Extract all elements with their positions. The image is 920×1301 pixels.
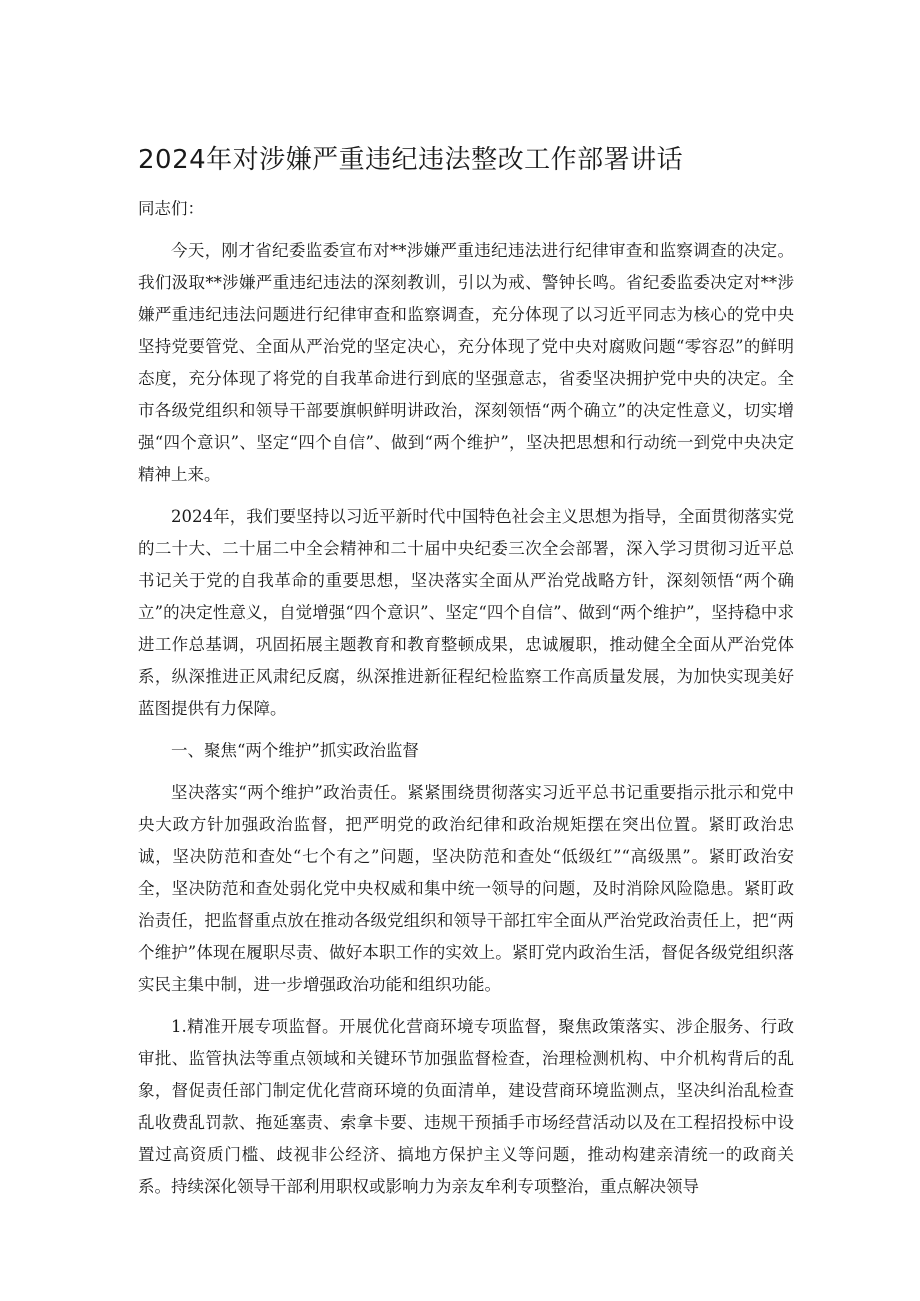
section-heading-1: 一、聚焦“两个维护”抓实政治监督 (171, 741, 419, 760)
paragraph-1: 今天，刚才省纪委监委宣布对**涉嫌严重违纪违法进行纪律审查和监察调查的决定。我们汲取**涉嫌严重违纪违法的深刻教训，引以为戒、警钟长鸣。省纪委监委决定对**涉嫌严重违纪违法问题进行纪律审查和监察调查，充分体现了以习近平同志为核心的党中央坚持党要管党、全面从严治党的坚定决心，充分体现了党中央对腐败问题“零容忍”的鲜明态度，充分体现了将党的自我革命进行到底的坚强意志，省委坚决拥护党中央的决定。全市各级党组织和领导干部要旗帜鲜明讲政治，深刻领悟“两个确立”的决定性意义，切实增强“四个意识”、坚定“四个自信”、做到“两个维护”，坚决把思想和行动统一到党中央决定精神上来。 (138, 241, 794, 484)
paragraph-3: 坚决落实“两个维护”政治责任。紧紧围绕贯彻落实习近平总书记重要指示批示和党中央大政方针加强政治监督，把严明党的政治纪律和政治规矩摆在突出位置。紧盯政治忠诚，坚决防范和查处“七个有之”问题，坚决防范和查处“低级红”“高级黑”。紧盯政治安全，坚决防范和查处弱化党中央权威和集中统一领导的问题，及时消除风险隐患。紧盯政治责任，把监督重点放在推动各级党组织和领导干部扛牢全面从严治党政治责任上，把“两个维护”体现在履职尽责、做好本职工作的实效上。紧盯党内政治生活，督促各级党组织落实民主集中制，进一步增强政治功能和组织功能。 (138, 783, 794, 994)
document-title: 2024年对涉嫌严重违纪违法整改工作部署讲话 (138, 145, 684, 175)
paragraph-2: 2024年，我们要坚持以习近平新时代中国特色社会主义思想为指导，全面贯彻落实党的二十大、二十届二中全会精神和二十届中央纪委三次全会部署，深入学习贯彻习近平总书记关于党的自我革命的重要思想，坚决落实全面从严治党战略方针，深刻领悟“两个确立”的决定性意义，自觉增强“四个意识”、坚定“四个自信”、做到“两个维护”，坚持稳中求进工作总基调，巩固拓展主题教育和教育整顿成果，忠诚履职，推动健全全面从严治党体系，纵深推进正风肃纪反腐，纵深推进新征程纪检监察工作高质量发展，为加快实现美好蓝图提供有力保障。 (138, 507, 794, 718)
salutation: 同志们： (138, 199, 204, 218)
document-body (138, 193, 794, 1213)
paragraph-4: 1.精准开展专项监督。开展优化营商环境专项监督，聚焦政策落实、涉企服务、行政审批、监管执法等重点领域和关键环节加强监督检查，治理检测机构、中介机构背后的乱象，督促责任部门制定优化营商环境的负面清单，建设营商环境监测点，坚决纠治乱检查乱收费乱罚款、拖延塞责、索拿卡要、违规干预插手市场经营活动以及在工程招投标中设置过高资质门槛、歧视非公经济、搞地方保护主义等问题，推动构建亲清统一的政商关系。持续深化领导干部利用职权或影响力为亲友牟利专项整治，重点解决领导 (138, 1017, 794, 1196)
